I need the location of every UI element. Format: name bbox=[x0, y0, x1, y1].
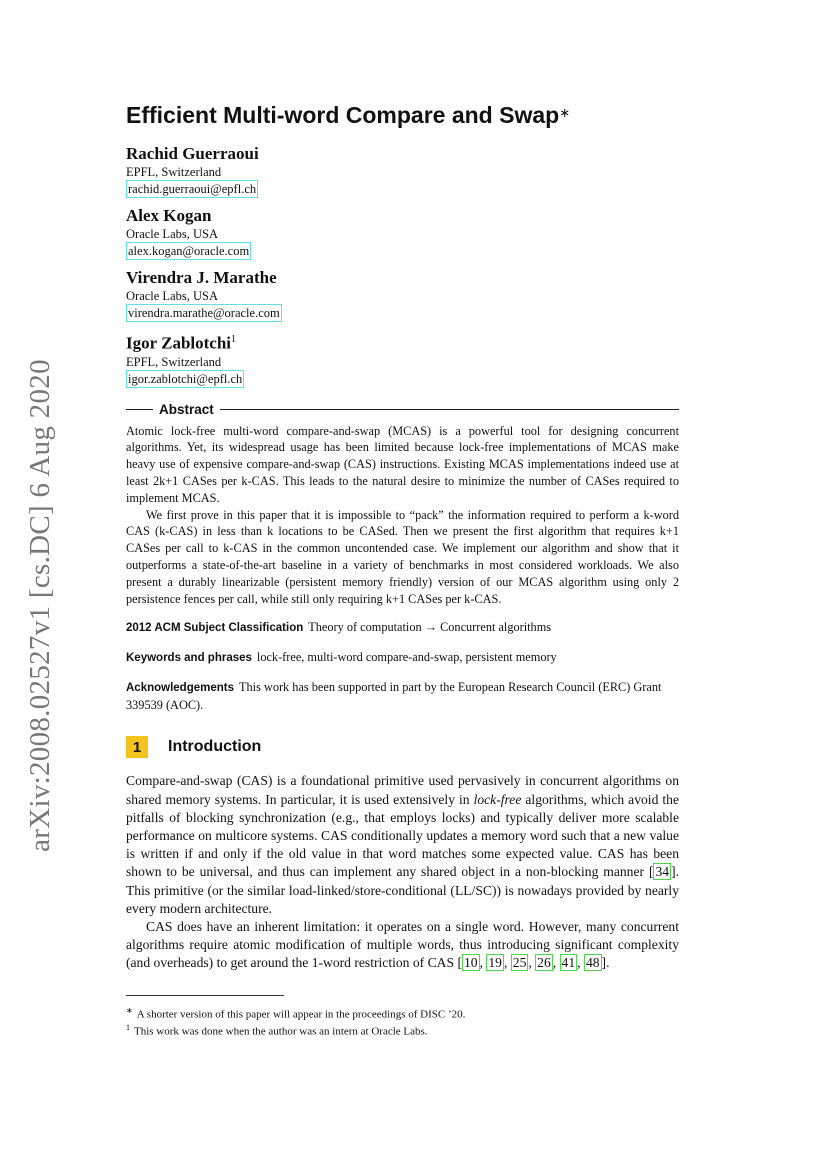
citation-link[interactable]: 26 bbox=[537, 955, 551, 971]
intro-text: Compare-and-swap (CAS) is a foundational primitive used pervasively in concurrent algorithms on shared memory systems. In particular, it is used extensively in bbox=[126, 773, 679, 807]
section-heading bbox=[126, 736, 679, 758]
intro-emphasis: lock-free bbox=[473, 791, 522, 807]
citation-link[interactable]: 48 bbox=[585, 955, 600, 971]
arxiv-identifier-stamp bbox=[20, 358, 60, 852]
footnote-divider bbox=[126, 995, 284, 996]
author-footnote-mark[interactable]: 1 bbox=[231, 334, 237, 345]
footnote bbox=[126, 1021, 679, 1039]
abstract-rule-right bbox=[220, 409, 679, 410]
keywords-label: Keywords and phrases bbox=[126, 652, 252, 665]
footnote-text: This work was done when the author was an intern at Oracle Labs. bbox=[134, 1025, 428, 1038]
paper-title bbox=[126, 100, 679, 130]
intro-paragraph-1: Compare-and-swap (CAS) is a foundational primitive used pervasively in concurrent algorithms on shared memory systems. In particular, it is used extensively in lock-free algorithms, which avoid the pitfalls of blocking synchronization (e.g., that employs locks) and typically deliver more scalable performance on multicore systems. CAS conditionally updates a memory word such that a new value is written if and only if the old value in that word matches some expected value. CAS has been shown to be universal, and thus can implement any shared object in a non-blocking manner [ 34 ]. This primitive (or the similar load-linked/store-conditional (LL/SC)) is nowadays provided by nearly every modern architecture. bbox=[126, 773, 679, 916]
footnote-mark: ∗ bbox=[126, 1005, 133, 1015]
title-footnote-mark[interactable]: ∗ bbox=[559, 105, 571, 120]
author-email-link[interactable]: alex.kogan@oracle.com bbox=[128, 244, 250, 258]
footnote bbox=[126, 1004, 679, 1022]
abstract-label: Abstract bbox=[159, 401, 214, 417]
abstract-rule-left bbox=[126, 409, 153, 410]
author-name: Virendra J. Marathe bbox=[126, 268, 277, 287]
intro-text: . bbox=[606, 955, 610, 971]
acknowledgements bbox=[126, 679, 679, 714]
citation-link[interactable]: 41 bbox=[561, 955, 576, 971]
acm-value: Theory of computation → Concurrent algorithms bbox=[308, 620, 552, 635]
citation-link[interactable]: 10 bbox=[463, 955, 478, 971]
author-block bbox=[126, 144, 679, 198]
intro-paragraph-2: CAS does have an inherent limitation: it operates on a single word. However, many concurrent algorithms require atomic modification of multiple words, thus introducing significant complexity (and overheads) to get around the 1-word restriction of CAS [ 10 , 19 , 25 , 26 , 41 , 48 ]. bbox=[126, 919, 679, 971]
citation-link[interactable]: 19 bbox=[488, 955, 502, 971]
section-title: Introduction bbox=[168, 738, 262, 756]
author-email-link[interactable]: rachid.guerraoui@epfl.ch bbox=[128, 182, 257, 196]
acknowledgements-value: This work has been supported in part by the European Research Council (ERC) Grant 339539 (AOC). bbox=[126, 680, 662, 713]
arxiv-id-text: arXiv:2008.02527v1 [cs.DC] 6 Aug 2020 bbox=[23, 358, 56, 852]
author-email-link[interactable]: virendra.marathe@oracle.com bbox=[128, 306, 280, 320]
author-affiliation: EPFL, Switzerland bbox=[126, 354, 222, 369]
intro-text: CAS does have an inherent limitation: it operates on a single word. However, many concurrent algorithms require atomic modification of multiple words, thus introducing significant complexity (and overheads) to get around the 1-word restriction of CAS bbox=[126, 919, 679, 971]
author-list bbox=[126, 144, 679, 388]
abstract-paragraph-2: We first prove in this paper that it is impossible to “pack” the information required to perform a k-word CAS (k-CAS) in less than k locations to be CASed. Then we present the first algorithm that requires k+1 CASes per call to k-CAS in the common uncontended case. We implement our algorithm and show that it outperforms a state-of-the-art baseline in a variety of benchmarks in most considered workloads. We also present a durably linearizable (persistent memory friendly) version of our MCAS algorithm using only 2 persistence fences per call, while still only requiring k+1 CASes per k-CAS. bbox=[126, 507, 679, 606]
intro-text: algorithms, which avoid the pitfalls of blocking synchronization (e.g., that employs locks) and typically deliver more scalable performance on multicore systems. CAS conditionally updates a memory word such that a new value is written if and only if the old value in that word matches some expected value. CAS has been shown to be universal, and thus can implement any shared object in a non-blocking manner bbox=[126, 791, 679, 880]
keywords bbox=[126, 649, 679, 667]
acm-classification bbox=[126, 619, 679, 637]
footnote-mark: 1 bbox=[126, 1023, 130, 1033]
citation-link[interactable]: 34 bbox=[655, 864, 670, 880]
author-email-link[interactable]: igor.zablotchi@epfl.ch bbox=[128, 371, 243, 386]
citation-link[interactable]: 25 bbox=[512, 955, 527, 971]
section-number-badge: 1 bbox=[126, 736, 148, 758]
author-name-text: Igor Zablotchi bbox=[126, 333, 232, 353]
author-affiliation: EPFL, Switzerland bbox=[126, 165, 222, 179]
acknowledgements-label: Acknowledgements bbox=[126, 682, 234, 695]
author-block bbox=[126, 206, 679, 260]
author-block bbox=[126, 330, 679, 388]
footnote-text: A shorter version of this paper will appear in the proceedings of DISC ’20. bbox=[136, 1008, 466, 1021]
author-affiliation: Oracle Labs, USA bbox=[126, 227, 218, 241]
intro-text: . This primitive (or the similar load-linked/store-conditional (LL/SC)) is nowadays provided by nearly every modern architecture. bbox=[126, 864, 679, 916]
author-name bbox=[126, 330, 679, 354]
author-name: Alex Kogan bbox=[126, 206, 212, 225]
author-block bbox=[126, 268, 679, 322]
acm-label: 2012 ACM Subject Classification bbox=[126, 622, 304, 635]
abstract-paragraph-1: Atomic lock-free multi-word compare-and-swap (MCAS) is a powerful tool for designing concurrent algorithms. Yet, its widespread usage has been limited because lock-free implementations of MCAS make heavy use of expensive compare-and-swap (CAS) instructions. Existing MCAS implementations indeed use at least 2k+1 CASes per k-CAS. This leads to the natural desire to minimize the number of CASes required to implement MCAS. bbox=[126, 423, 679, 505]
paper-first-page bbox=[126, 100, 679, 1039]
paper-title-text: Efficient Multi-word Compare and Swap bbox=[126, 102, 560, 128]
keywords-value: lock-free, multi-word compare-and-swap, persistent memory bbox=[256, 650, 557, 665]
author-affiliation: Oracle Labs, USA bbox=[126, 289, 218, 303]
author-name: Rachid Guerraoui bbox=[126, 144, 259, 163]
abstract-heading bbox=[126, 402, 679, 417]
